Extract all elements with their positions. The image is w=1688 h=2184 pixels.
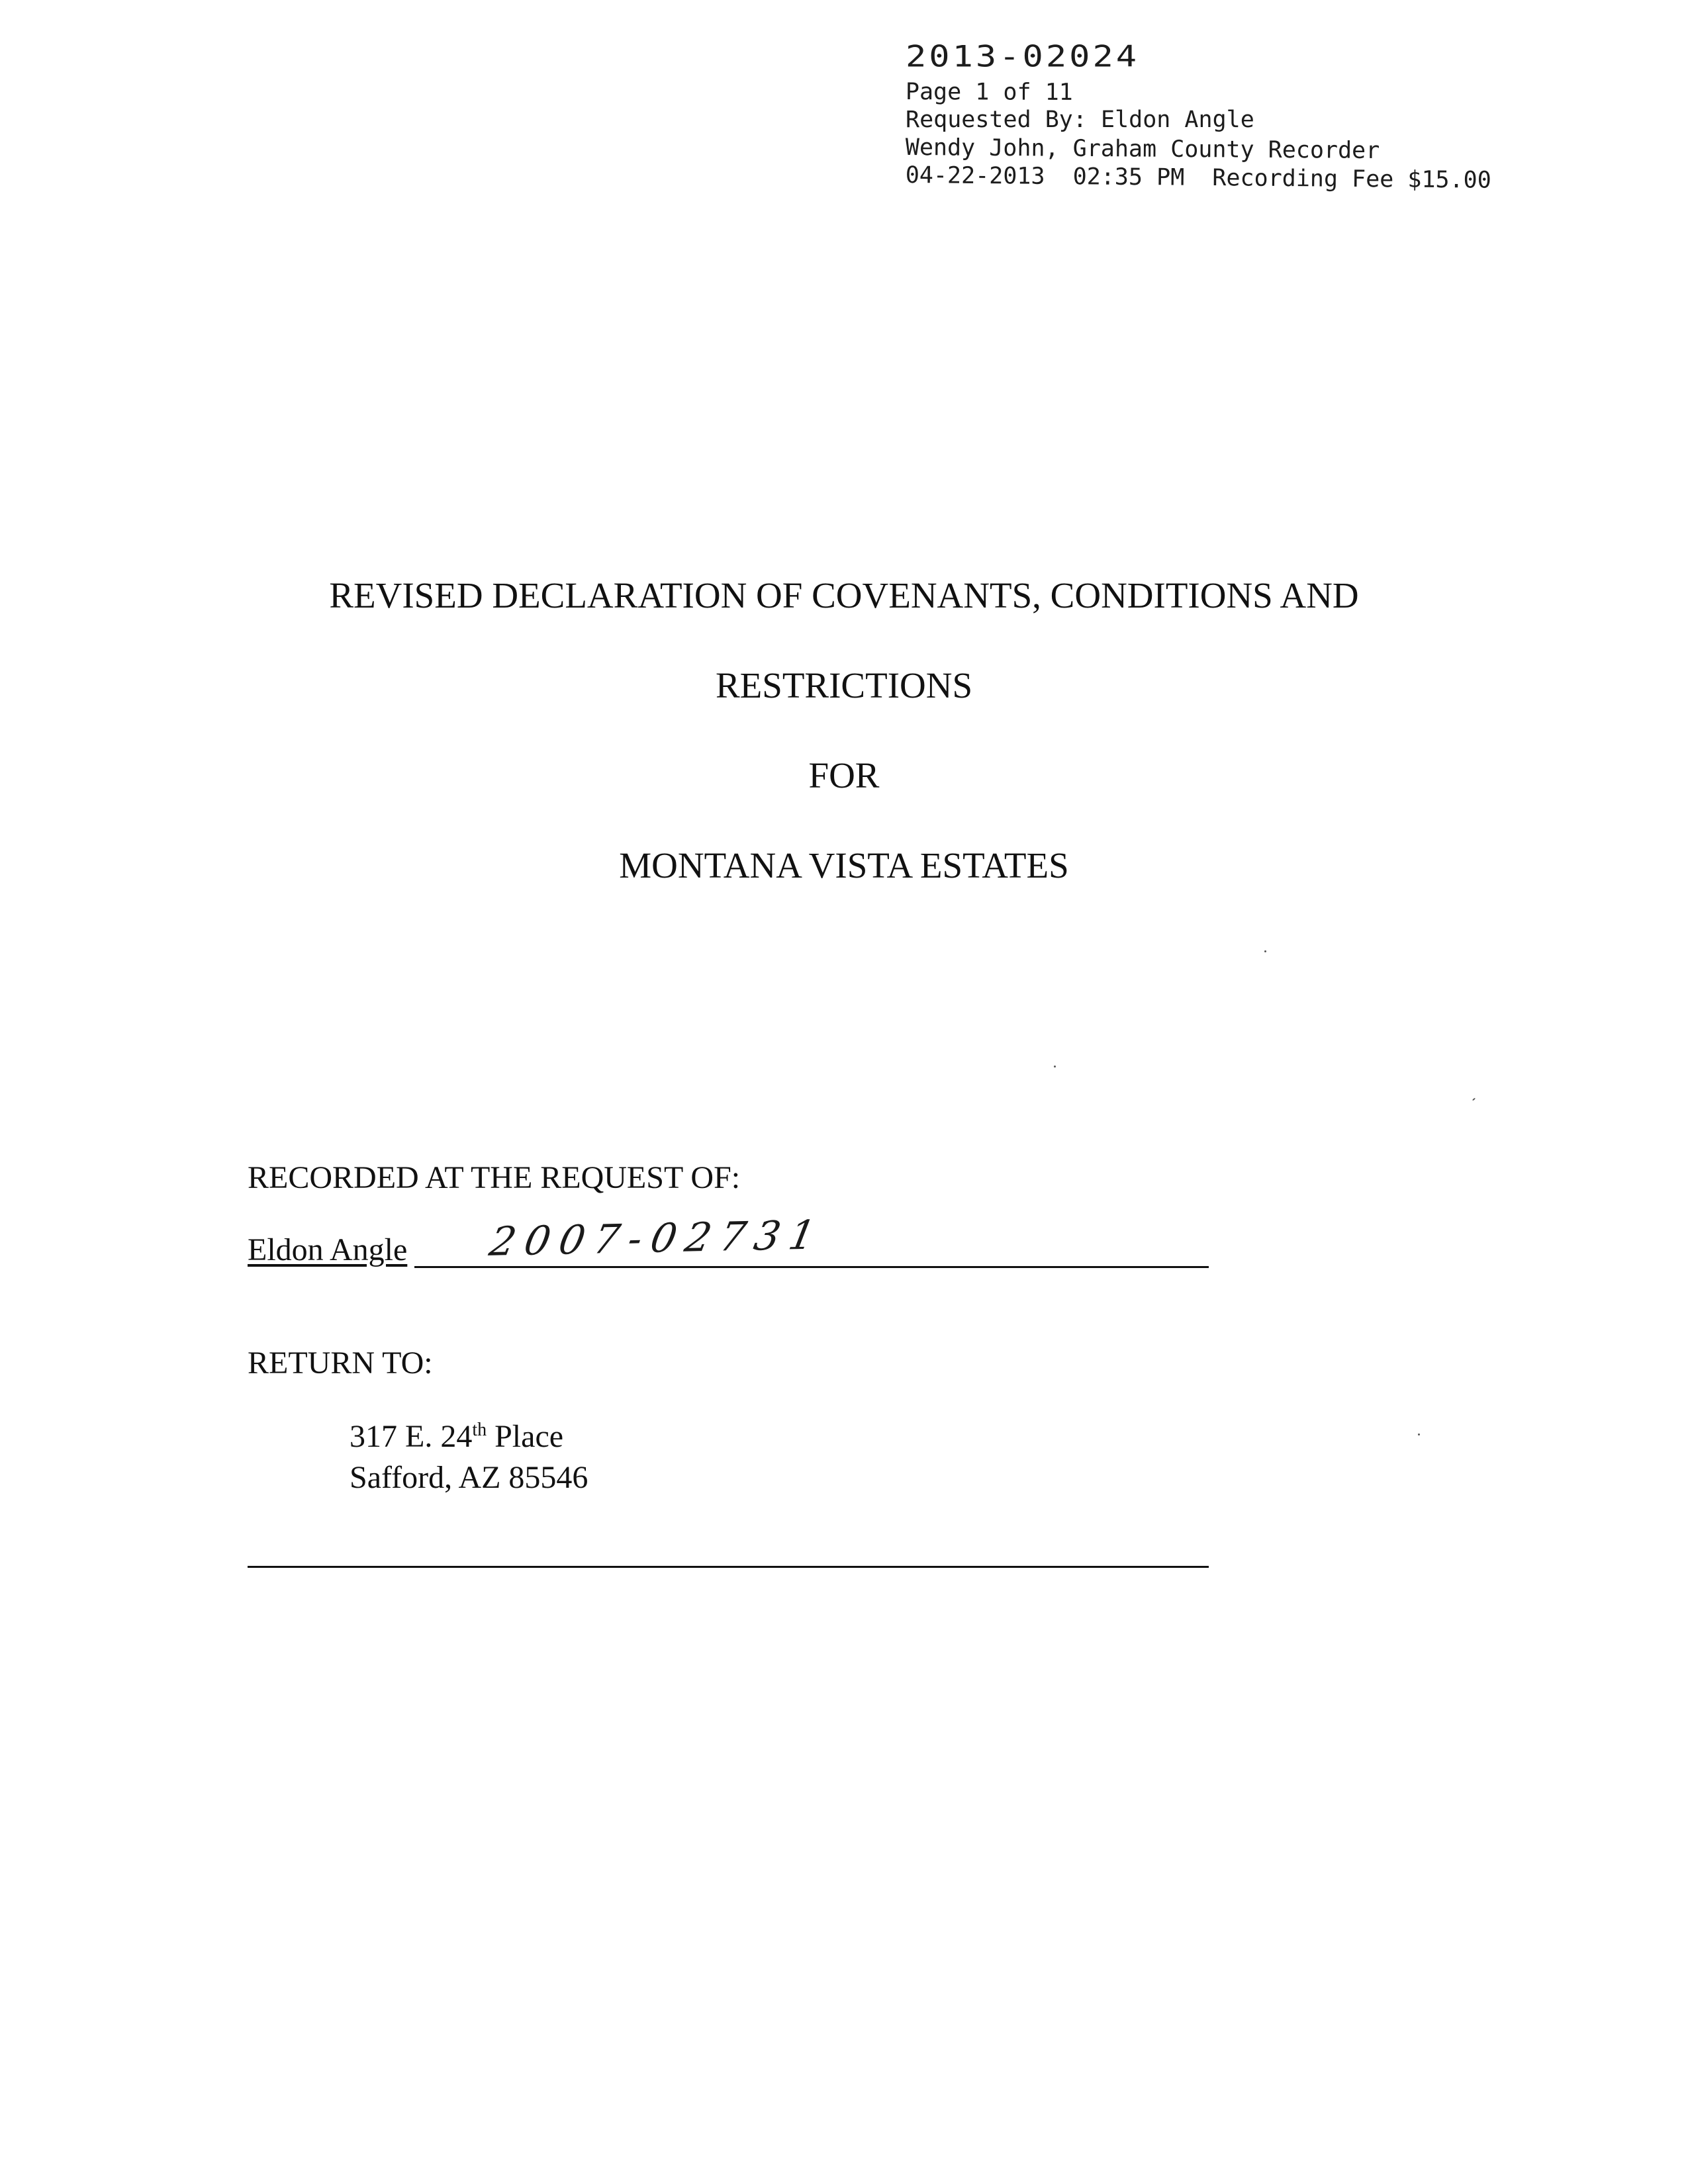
address-street <box>350 1416 588 1457</box>
street-number: 317 E. 24 <box>350 1419 473 1454</box>
title-line-4: MONTANA VISTA ESTATES <box>619 845 1069 886</box>
requested-by: Requested By: Eldon Angle <box>906 107 1254 133</box>
handwritten-reference-number: 2007-02731 <box>486 1212 829 1265</box>
request-underline <box>414 1266 1209 1268</box>
requester-name: Eldon Angle <box>248 1232 408 1267</box>
request-name-line <box>248 1212 1209 1272</box>
scan-speck <box>1472 1098 1476 1101</box>
scan-speck <box>1418 1433 1420 1435</box>
scan-speck <box>1054 1066 1056 1068</box>
recording-date-fee: 04-22-2013 02:35 PM Recording Fee $15.00 <box>905 161 1491 194</box>
scan-speck <box>1264 950 1266 952</box>
recorded-request-label: RECORDED AT THE REQUEST OF: <box>248 1160 741 1195</box>
title-line-1: REVISED DECLARATION OF COVENANTS, CONDITIONS AND <box>329 575 1359 615</box>
page-info: Page 1 of 11 <box>905 78 1073 106</box>
street-ordinal-suffix: th <box>472 1420 487 1440</box>
document-number: 2013-02024 <box>906 40 1140 74</box>
document-title <box>0 551 1688 911</box>
title-line-2: RESTRICTIONS <box>715 665 973 705</box>
recorder-stamp <box>905 40 1568 194</box>
bottom-divider <box>248 1566 1209 1568</box>
return-address <box>350 1416 588 1498</box>
county-recorder: Wendy John, Graham County Recorder <box>905 134 1380 165</box>
street-name: Place <box>487 1419 564 1454</box>
title-line-3: FOR <box>808 755 880 796</box>
address-city: Safford, AZ 85546 <box>350 1460 588 1495</box>
return-to-label: RETURN TO: <box>248 1345 433 1381</box>
